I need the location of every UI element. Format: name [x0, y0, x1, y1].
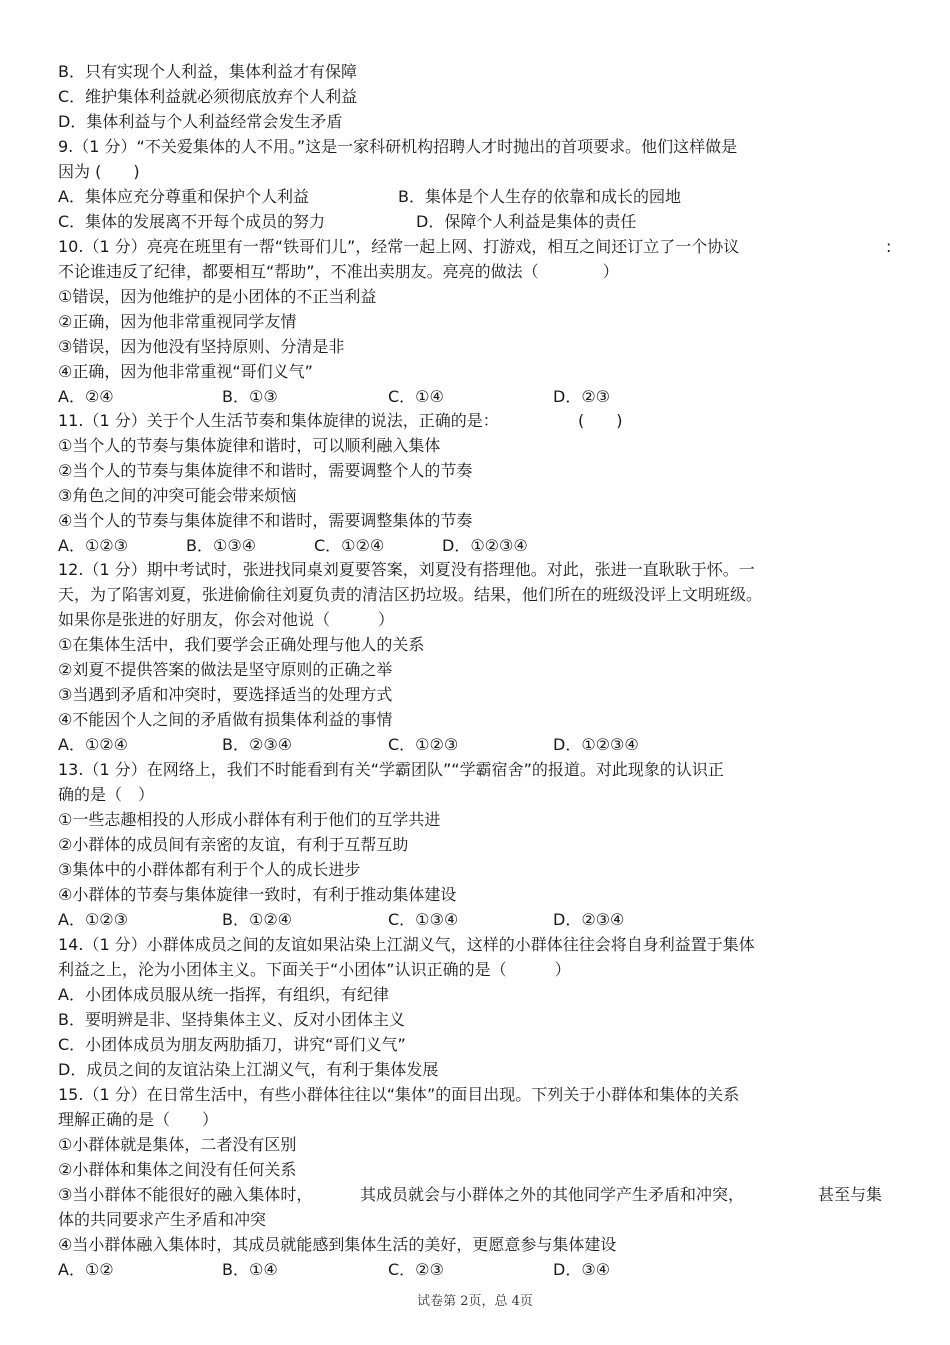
q14-stem-cont: 利益之上，沦为小团体主义。下面关于“小团体”认识正确的是（ ） — [58, 960, 571, 979]
q12-stem-cont: 天，为了陷害刘夏，张进偷偷往刘夏负责的清洁区扔垃圾。结果，他们所在的班级没评上文明班级。 — [58, 585, 763, 604]
q9-option-a: A．集体应充分尊重和保护个人利益 — [58, 187, 309, 206]
q11-option-a: A．①②③ — [58, 536, 128, 555]
q10-option-a: A．②④ — [58, 387, 114, 406]
q15-item-3: ③当小群体不能很好的融入集体时， — [58, 1185, 313, 1204]
q15-item-3-part3: 甚至与集 — [818, 1185, 883, 1204]
q11-option-d: D．①②③④ — [442, 536, 528, 555]
q11-item-1: ①当个人的节奏与集体旋律和谐时，可以顺利融入集体 — [58, 436, 441, 455]
q15-item-2: ②小群体和集体之间没有任何关系 — [58, 1160, 297, 1179]
q12-option-d: D．①②③④ — [553, 735, 639, 754]
q13-item-2: ②小群体的成员间有亲密的友谊，有利于互帮互助 — [58, 835, 409, 854]
q11-option-b: B．①③④ — [186, 536, 257, 555]
q8-option-b: B．只有实现个人利益，集体利益才有保障 — [58, 62, 357, 81]
q15-item-1: ①小群体就是集体，二者没有区别 — [58, 1135, 297, 1154]
q9-stem-cont: 因为 ( ) — [58, 162, 140, 181]
q12-item-4: ④不能因个人之间的矛盾做有损集体利益的事情 — [58, 710, 393, 729]
q15-item-3-cont: 体的共同要求产生矛盾和冲突 — [58, 1210, 267, 1229]
q15-stem-cont: 理解正确的是（ ） — [58, 1110, 219, 1129]
q13-stem: 13.（1 分）在网络上，我们不时能看到有关“学霸团队”“学霸宿舍”的报道。对此现象的认识正 — [58, 760, 724, 779]
q9-option-c: C．集体的发展离不开每个成员的努力 — [58, 212, 326, 231]
q12-stem: 12.（1 分）期中考试时，张进找同桌刘夏要答案，刘夏没有搭理他。对此，张进一直耿耿于怀。一 — [58, 560, 755, 579]
q12-option-b: B．②③④ — [222, 735, 293, 754]
q10-item-1: ①错误，因为他维护的是小团体的不正当利益 — [58, 287, 377, 306]
q11-stem: 11.（1 分）关于个人生活节奏和集体旋律的说法，正确的是： — [58, 411, 499, 430]
q14-stem: 14.（1 分）小群体成员之间的友谊如果沾染上江湖义气，这样的小群体往往会将自身利益置于集体 — [58, 935, 755, 954]
q10-stem-colon: : — [886, 237, 892, 256]
q10-stem-cont: 不论谁违反了纪律，都要相互“帮助”，不准出卖朋友。亮亮的做法（ ） — [58, 262, 619, 281]
q8-option-d: D．集体利益与个人利益经常会发生矛盾 — [58, 112, 343, 131]
q10-item-2: ②正确，因为他非常重视同学友情 — [58, 312, 297, 331]
q15-option-a: A．①② — [58, 1260, 114, 1279]
q14-option-c: C．小团体成员为朋友两肋插刀，讲究“哥们义气” — [58, 1035, 406, 1054]
q13-option-b: B．①②④ — [222, 910, 293, 929]
q11-option-c: C．①②④ — [314, 536, 385, 555]
q14-option-a: A．小团体成员服从统一指挥，有组织，有纪律 — [58, 985, 389, 1004]
page-footer: 试卷第 2页，总 4页 — [417, 1294, 533, 1309]
q15-stem: 15.（1 分）在日常生活中，有些小群体往往以“集体”的面目出现。下列关于小群体和集体的关系 — [58, 1085, 740, 1104]
q13-item-1: ①一些志趣相投的人形成小群体有利于他们的互学共进 — [58, 810, 441, 829]
q15-option-d: D．③④ — [553, 1260, 611, 1279]
q10-item-4: ④正确，因为他非常重视“哥们义气” — [58, 362, 313, 381]
q9-option-b: B．集体是个人生存的依靠和成长的园地 — [398, 187, 681, 206]
q15-item-4: ④当小群体融入集体时，其成员就能感到集体生活的美好，更愿意参与集体建设 — [58, 1235, 617, 1254]
q12-item-2: ②刘夏不提供答案的做法是坚守原则的正确之举 — [58, 660, 393, 679]
q14-option-b: B．要明辨是非、坚持集体主义、反对小团体主义 — [58, 1010, 405, 1029]
q13-item-3: ③集体中的小群体都有利于个人的成长进步 — [58, 860, 361, 879]
q13-option-d: D．②③④ — [553, 910, 625, 929]
q12-item-1: ①在集体生活中，我们要学会正确处理与他人的关系 — [58, 635, 425, 654]
q15-option-b: B．①④ — [222, 1260, 278, 1279]
q8-option-c: C．维护集体利益就必须彻底放弃个人利益 — [58, 87, 358, 106]
q10-option-b: B．①③ — [222, 387, 278, 406]
q11-item-2: ②当个人的节奏与集体旋律不和谐时，需要调整个人的节奏 — [58, 461, 473, 480]
q12-item-3: ③当遇到矛盾和冲突时，要选择适当的处理方式 — [58, 685, 393, 704]
q10-option-c: C．①④ — [388, 387, 444, 406]
q15-item-3-part2: 其成员就会与小群体之外的其他同学产生矛盾和冲突， — [360, 1185, 745, 1204]
q12-option-a: A．①②④ — [58, 735, 128, 754]
q11-answer-paren: ( ) — [578, 411, 623, 430]
q10-item-3: ③错误，因为他没有坚持原则、分清是非 — [58, 337, 345, 356]
q15-option-c: C．②③ — [388, 1260, 444, 1279]
q14-option-d: D．成员之间的友谊沾染上江湖义气，有利于集体发展 — [58, 1060, 439, 1079]
q13-option-a: A．①②③ — [58, 910, 128, 929]
q11-item-3: ③角色之间的冲突可能会带来烦恼 — [58, 486, 297, 505]
q10-stem: 10.（1 分）亮亮在班里有一帮“铁哥们儿”，经常一起上网、打游戏，相互之间还订立了一个协议 — [58, 237, 740, 256]
q13-option-c: C．①③④ — [388, 910, 459, 929]
q12-option-c: C．①②③ — [388, 735, 459, 754]
q10-option-d: D．②③ — [553, 387, 611, 406]
q11-item-4: ④当个人的节奏与集体旋律不和谐时，需要调整集体的节奏 — [58, 511, 473, 530]
q9-stem: 9.（1 分）“不关爱集体的人不用。”这是一家科研机构招聘人才时抛出的首项要求。他们这样做是 — [58, 137, 738, 156]
q9-option-d: D．保障个人利益是集体的责任 — [416, 212, 637, 231]
q13-stem-cont: 确的是（ ） — [58, 785, 155, 804]
q12-stem-cont-2: 如果你是张进的好朋友，你会对他说（ ） — [58, 610, 395, 629]
q13-item-4: ④小群体的节奏与集体旋律一致时，有利于推动集体建设 — [58, 885, 457, 904]
